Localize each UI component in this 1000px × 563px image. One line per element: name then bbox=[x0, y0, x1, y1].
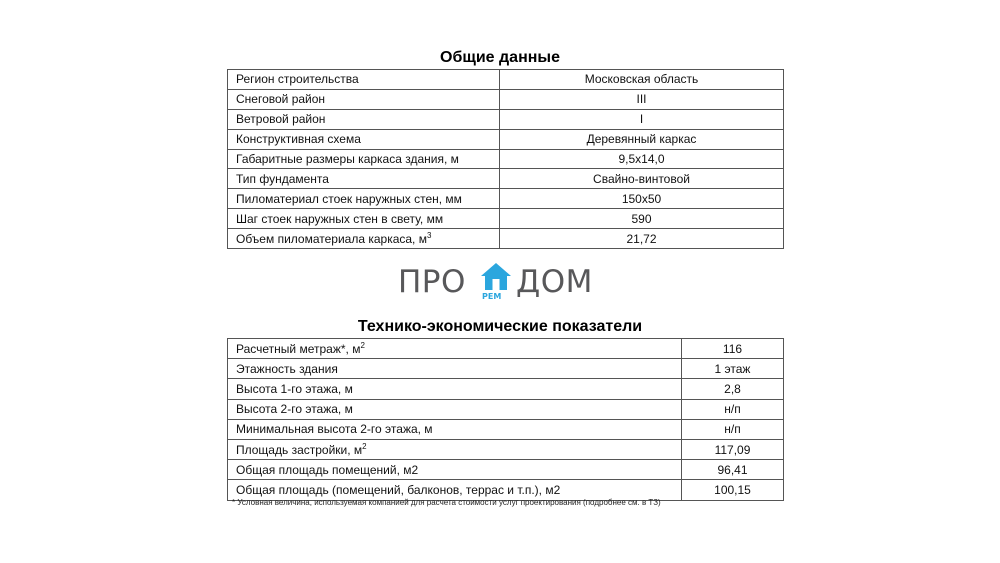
superscript: 2 bbox=[362, 441, 367, 451]
row-label: Этажность здания bbox=[228, 359, 682, 379]
row-value: Московская область bbox=[500, 70, 784, 90]
table-row bbox=[228, 460, 784, 480]
table-row bbox=[228, 439, 784, 459]
pro-dom-logo bbox=[398, 262, 602, 304]
row-value: Деревянный каркас bbox=[500, 129, 784, 149]
row-label: Конструктивная схема bbox=[228, 129, 500, 149]
row-value: 100,15 bbox=[682, 480, 784, 500]
table-row bbox=[228, 189, 784, 209]
row-label: Габаритные размеры каркаса здания, м bbox=[228, 149, 500, 169]
general-data-table bbox=[227, 69, 784, 249]
tech-indicators-title: Технико-экономические показатели bbox=[357, 318, 643, 335]
row-value: 116 bbox=[682, 339, 784, 359]
table-row bbox=[228, 379, 784, 399]
row-value: Свайно-винтовой bbox=[500, 169, 784, 189]
superscript: 3 bbox=[426, 230, 432, 240]
table-row bbox=[228, 70, 784, 90]
logo-sub-text: РЕМ bbox=[482, 292, 502, 301]
row-value: 21,72 bbox=[500, 229, 784, 249]
row-value: 117,09 bbox=[682, 439, 784, 459]
row-label: Тип фундамента bbox=[228, 169, 500, 189]
table-row bbox=[228, 419, 784, 439]
row-label: Минимальная высота 2-го этажа, м bbox=[228, 419, 682, 439]
table-row bbox=[228, 89, 784, 109]
table-row bbox=[228, 129, 784, 149]
row-value: 1 этаж bbox=[682, 359, 784, 379]
table-row bbox=[228, 229, 784, 249]
house-icon bbox=[480, 262, 512, 292]
table-row bbox=[228, 169, 784, 189]
row-value: 2,8 bbox=[682, 379, 784, 399]
table-row bbox=[228, 149, 784, 169]
row-label: Площадь застройки, $м^2$ bbox=[228, 439, 682, 459]
row-value: н/п bbox=[682, 399, 784, 419]
footnote: * Условная величина, используемая компанией для расчета стоимости услуг проектирования (подробнее см. в ТЗ) bbox=[232, 498, 661, 507]
row-label: Объем пиломатериала каркаса, $м^3$ bbox=[228, 229, 500, 249]
row-label: Высота 2-го этажа, м bbox=[228, 399, 682, 419]
row-label: Шаг стоек наружных стен в свету, мм bbox=[228, 209, 500, 229]
table-row bbox=[228, 359, 784, 379]
table-row bbox=[228, 480, 784, 500]
row-label: Пиломатериал стоек наружных стен, мм bbox=[228, 189, 500, 209]
row-value: 96,41 bbox=[682, 460, 784, 480]
row-value: 590 bbox=[500, 209, 784, 229]
row-value: III bbox=[500, 89, 784, 109]
row-value: 150х50 bbox=[500, 189, 784, 209]
table-row bbox=[228, 109, 784, 129]
table-row bbox=[228, 399, 784, 419]
superscript: 2 bbox=[360, 340, 365, 350]
row-label: Снеговой район bbox=[228, 89, 500, 109]
row-value: н/п bbox=[682, 419, 784, 439]
logo-left-text: ПРО bbox=[398, 264, 466, 300]
row-label: Расчетный метраж*, $м^2$ bbox=[228, 339, 682, 359]
row-label: Общая площадь (помещений, балконов, террас и т.п.), м2 bbox=[228, 480, 682, 500]
general-data-title: Общие данные bbox=[440, 49, 560, 66]
row-label: Регион строительства bbox=[228, 70, 500, 90]
table-row bbox=[228, 339, 784, 359]
row-value: I bbox=[500, 109, 784, 129]
row-label: Общая площадь помещений, м2 bbox=[228, 460, 682, 480]
table-row bbox=[228, 209, 784, 229]
row-label: Ветровой район bbox=[228, 109, 500, 129]
tech-indicators-table bbox=[227, 338, 784, 501]
row-value: 9,5х14,0 bbox=[500, 149, 784, 169]
logo-right-text: ДОМ bbox=[516, 264, 593, 300]
row-label: Высота 1-го этажа, м bbox=[228, 379, 682, 399]
